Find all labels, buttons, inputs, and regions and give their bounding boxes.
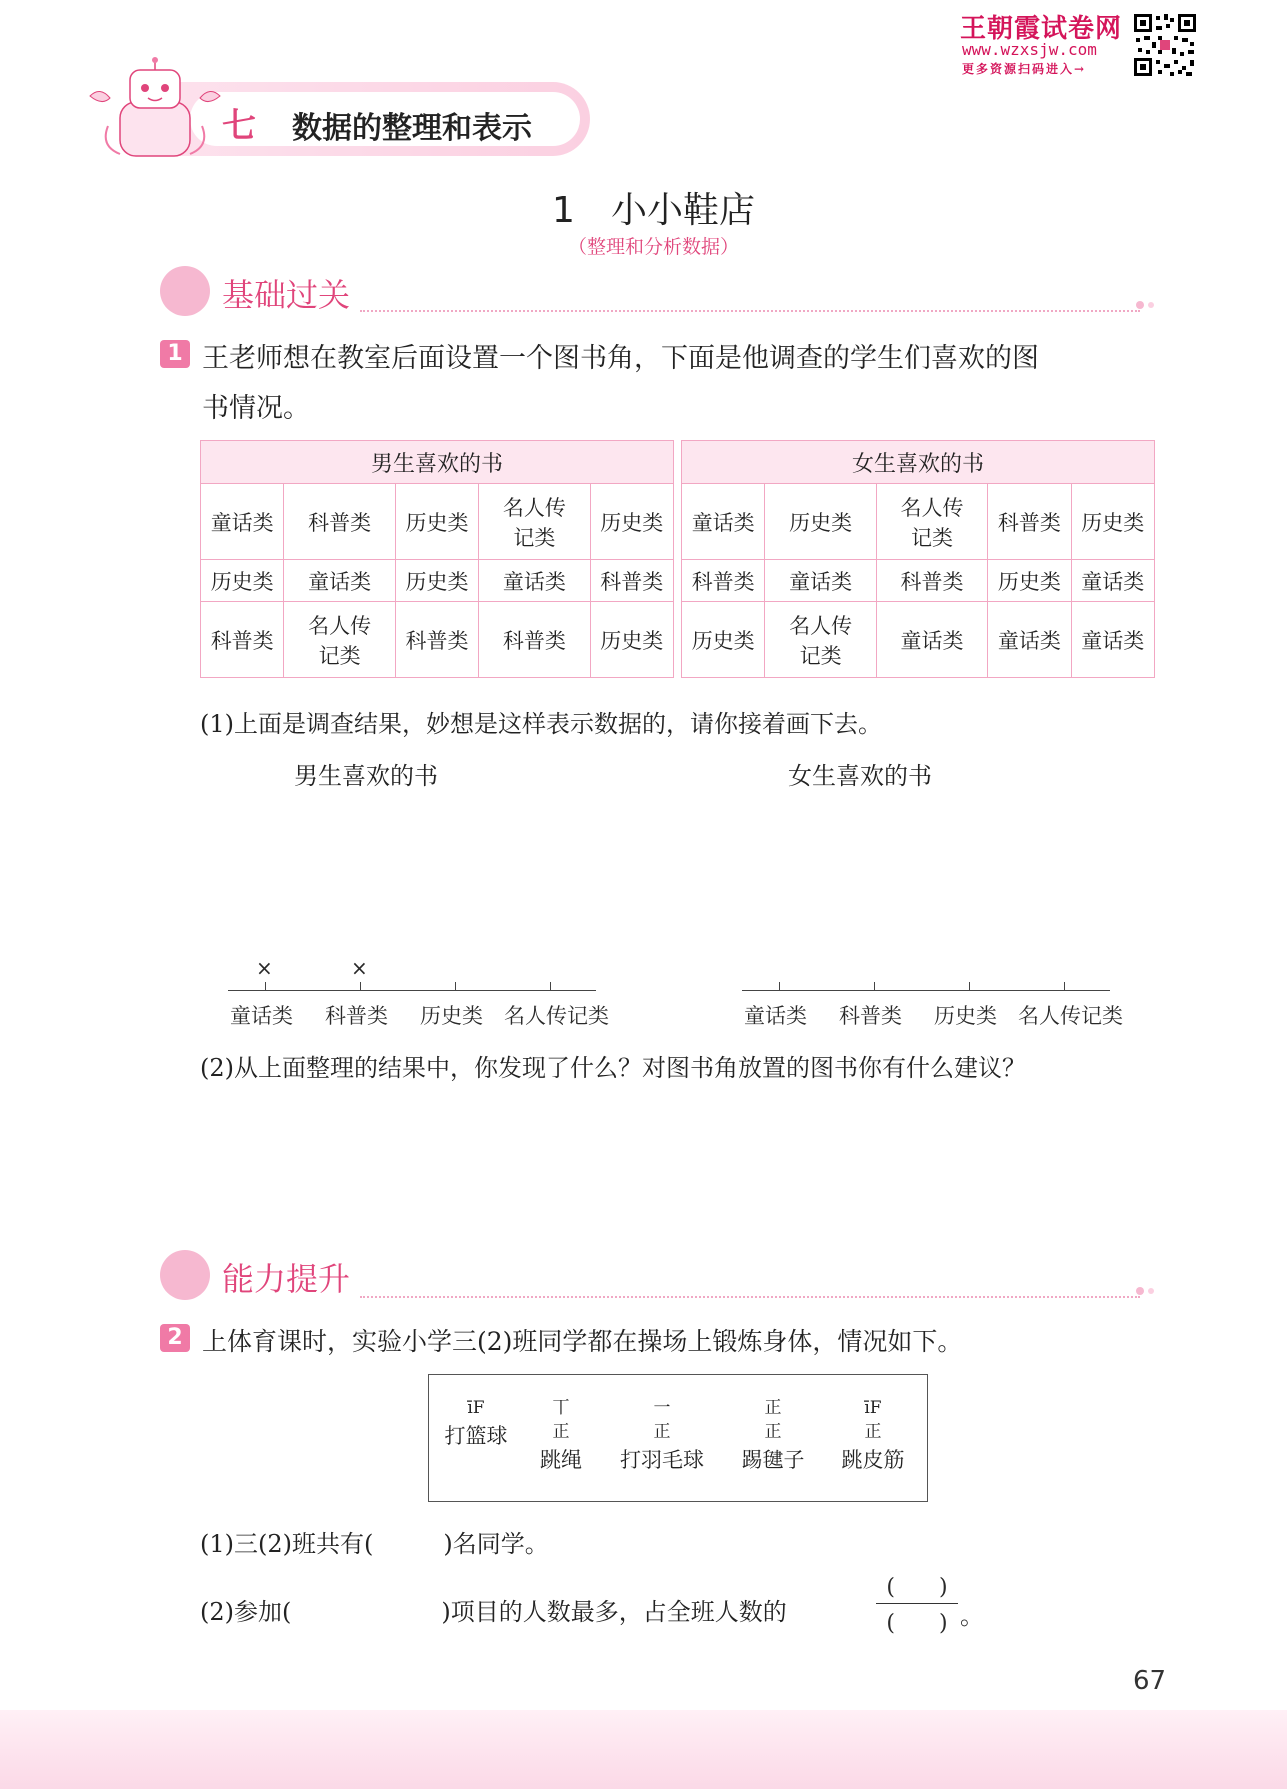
boys-books-table — [200, 440, 674, 678]
part-text: )项目的人数最多，占全班人数的 — [441, 1598, 787, 1626]
tally-mark: 正 — [764, 1422, 782, 1442]
activity-label: 打羽毛球 — [620, 1448, 704, 1472]
tally-column — [436, 1396, 516, 1450]
fraction-bar — [876, 1603, 958, 1604]
table-cell: 童话类 — [284, 560, 395, 602]
girls-books-table — [681, 440, 1155, 678]
tally-column — [830, 1396, 916, 1474]
question-number: 1 — [160, 340, 190, 368]
category-label: 历史类 — [934, 1004, 997, 1028]
tally-column — [730, 1396, 816, 1474]
footer-band — [0, 1710, 1287, 1789]
tally-mark: 一 — [653, 1398, 671, 1418]
activity-label: 打篮球 — [444, 1424, 508, 1448]
axis-tick — [779, 982, 780, 990]
question-text: 上体育课时，实验小学三(2)班同学都在操场上锻炼身体，情况如下。 — [202, 1327, 963, 1356]
tally-x-mark: × — [256, 956, 273, 980]
boys-chart-baseline — [228, 990, 596, 991]
tally-mark: 正 — [764, 1398, 782, 1418]
page-number: 67 — [1133, 1666, 1167, 1696]
table-cell: 童话类 — [1071, 602, 1154, 678]
activity-label: 跳皮筋 — [841, 1448, 905, 1472]
axis-tick — [550, 982, 551, 990]
table-cell: 名人传记类 — [876, 484, 987, 560]
table-cell: 童话类 — [876, 602, 987, 678]
axis-tick — [455, 982, 456, 990]
fraction-blank[interactable] — [872, 1570, 962, 1637]
table-cell: 历史类 — [1071, 484, 1154, 560]
table-cell: 科普类 — [479, 602, 590, 678]
table-cell: 名人传记类 — [765, 602, 876, 678]
table-cell: 历史类 — [765, 484, 876, 560]
section-advanced-icon — [160, 1250, 210, 1300]
table-cell: 童话类 — [479, 560, 590, 602]
question-part-2 — [200, 1592, 787, 1627]
mascot-robot-icon — [80, 56, 230, 160]
end-punctuation: 。 — [960, 1602, 984, 1630]
axis-tick — [265, 982, 266, 990]
boys-chart-title: 男生喜欢的书 — [294, 762, 438, 790]
tally-mark: īF — [467, 1398, 485, 1418]
chapter-title: 数据的整理和表示 — [292, 111, 532, 146]
category-label: 科普类 — [325, 1004, 388, 1028]
table-title: 女生喜欢的书 — [682, 441, 1155, 484]
table-cell: 历史类 — [590, 602, 673, 678]
tally-mark: 丅 — [552, 1398, 570, 1418]
table-cell: 童话类 — [1071, 560, 1154, 602]
tally-mark: īF — [864, 1398, 882, 1418]
axis-tick — [874, 982, 875, 990]
fraction-numerator: ( ) — [886, 1575, 948, 1600]
decorative-dots-icon — [1135, 1286, 1159, 1296]
lesson-subtitle: （整理和分析数据） — [567, 236, 739, 258]
section-divider — [360, 1296, 1140, 1298]
table-cell: 科普类 — [590, 560, 673, 602]
axis-tick — [360, 982, 361, 990]
activity-label: 踢毽子 — [741, 1448, 805, 1472]
table-cell: 童话类 — [682, 484, 765, 560]
table-cell: 历史类 — [395, 560, 478, 602]
section-advanced-title: 能力提升 — [222, 1260, 351, 1298]
brand-tagline: 更多资源扫码进入→ — [962, 62, 1087, 76]
decorative-dots-icon — [1135, 300, 1159, 310]
chapter-number: 七 — [222, 106, 256, 146]
brand-name: 王朝霞试卷网 — [960, 14, 1123, 44]
tally-mark: 正 — [552, 1422, 570, 1442]
part-text: (2)参加( — [200, 1598, 292, 1626]
question-text-line: 王老师想在教室后面设置一个图书角，下面是他调查的学生们喜欢的图 — [202, 343, 1039, 374]
tally-column — [526, 1396, 596, 1474]
tally-x-mark: × — [351, 956, 368, 980]
table-cell: 童话类 — [765, 560, 876, 602]
table-cell: 科普类 — [988, 484, 1071, 560]
table-title: 男生喜欢的书 — [201, 441, 674, 484]
section-divider — [360, 310, 1140, 312]
question-part-1 — [200, 1524, 549, 1559]
part-text: )名同学。 — [443, 1530, 549, 1558]
category-label: 名人传记类 — [1018, 1004, 1123, 1028]
table-cell: 科普类 — [201, 602, 284, 678]
part-text: (1)三(2)班共有( — [200, 1530, 374, 1558]
table-cell: 童话类 — [988, 602, 1071, 678]
table-cell: 历史类 — [682, 602, 765, 678]
qr-code-icon[interactable] — [1132, 12, 1198, 78]
table-cell: 历史类 — [395, 484, 478, 560]
axis-tick — [969, 982, 970, 990]
table-cell: 名人传记类 — [284, 602, 395, 678]
tally-mark: 正 — [653, 1422, 671, 1442]
axis-tick — [1064, 982, 1065, 990]
brand-url[interactable]: www.wzxsjw.com — [962, 40, 1097, 59]
table-cell: 历史类 — [201, 560, 284, 602]
table-cell: 科普类 — [876, 560, 987, 602]
fraction-denominator: ( ) — [886, 1611, 948, 1636]
table-cell: 科普类 — [284, 484, 395, 560]
question-text-line: 书情况。 — [202, 393, 310, 424]
category-label: 童话类 — [744, 1004, 807, 1028]
question-part-1: (1)上面是调查结果，妙想是这样表示数据的，请你接着画下去。 — [200, 710, 882, 738]
girls-chart-baseline — [742, 990, 1110, 991]
section-basic-title: 基础过关 — [222, 276, 351, 314]
activity-label: 跳绳 — [540, 1448, 582, 1472]
table-cell: 历史类 — [988, 560, 1071, 602]
question-part-2: (2)从上面整理的结果中，你发现了什么？对图书角放置的图书你有什么建议？ — [200, 1054, 1026, 1082]
girls-chart-title: 女生喜欢的书 — [788, 762, 932, 790]
category-label: 历史类 — [420, 1004, 483, 1028]
category-label: 童话类 — [230, 1004, 293, 1028]
section-basic-icon — [160, 266, 210, 316]
tally-column — [610, 1396, 714, 1474]
table-cell: 科普类 — [395, 602, 478, 678]
lesson-title: 1 小小鞋店 — [552, 190, 755, 231]
table-cell: 科普类 — [682, 560, 765, 602]
question-number: 2 — [160, 1324, 190, 1352]
table-cell: 名人传记类 — [479, 484, 590, 560]
category-label: 名人传记类 — [504, 1004, 609, 1028]
table-cell: 历史类 — [590, 484, 673, 560]
tally-mark: 正 — [864, 1422, 882, 1442]
category-label: 科普类 — [839, 1004, 902, 1028]
table-cell: 童话类 — [201, 484, 284, 560]
